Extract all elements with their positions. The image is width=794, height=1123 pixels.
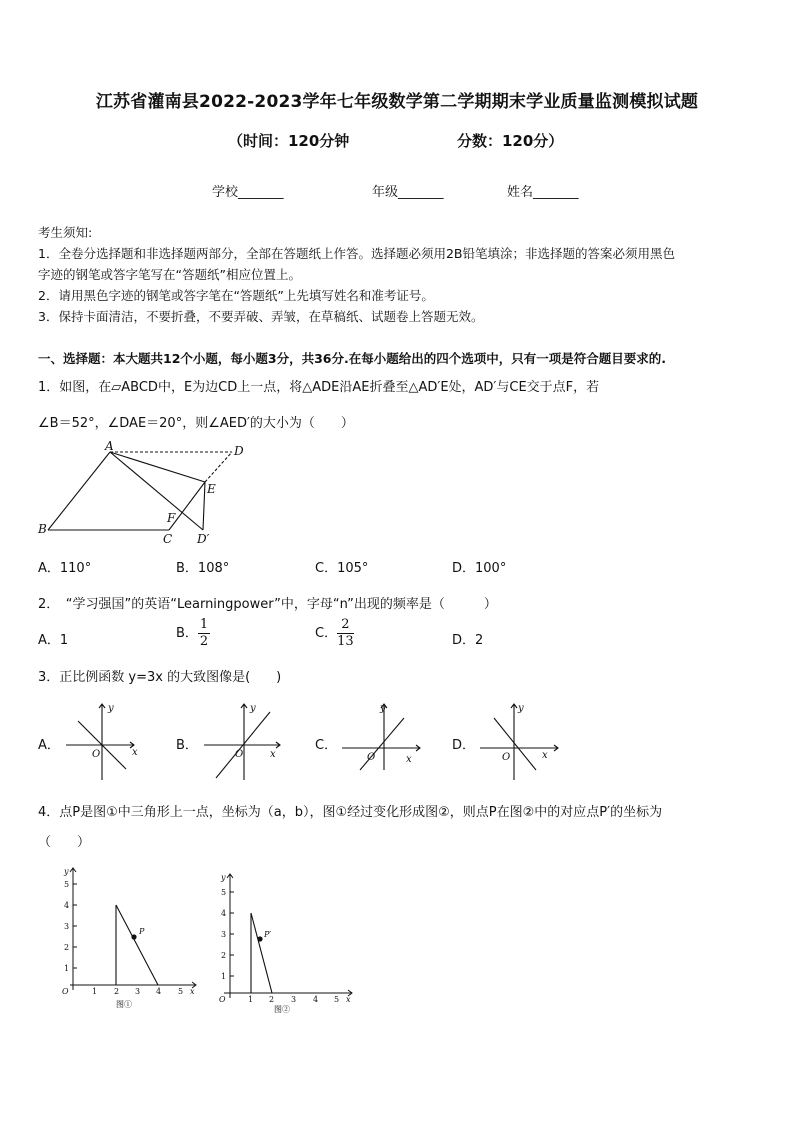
exam-time: （时间：120分钟 [228, 132, 350, 150]
edge-ab [48, 452, 110, 530]
line-graph [494, 718, 536, 770]
y-tick-label: 4 [221, 909, 227, 918]
label-c: C [163, 532, 173, 546]
fraction-numerator: 2 [337, 617, 354, 634]
label-e: E [207, 482, 216, 496]
q3-option-d[interactable]: D． [452, 738, 476, 753]
q1-figure [30, 440, 260, 550]
x-tick-label: 4 [156, 987, 162, 996]
q3-graph-a[interactable] [64, 700, 144, 782]
q1-option-c[interactable]: C．105° [315, 561, 369, 576]
origin-label: O [219, 995, 226, 1004]
axis-y-label: y [518, 703, 524, 714]
q2-option-a[interactable]: A．1 [38, 633, 69, 648]
y-tick-label: 5 [64, 880, 70, 889]
y-tick-label: 4 [64, 901, 70, 910]
school-field: 学校_______ [212, 185, 284, 200]
fraction-denominator: 13 [337, 634, 354, 649]
label-b: B [38, 522, 47, 536]
q2-option-c-prefix: C． [315, 626, 338, 641]
x-tick-label: 2 [269, 995, 275, 1004]
q2-option-b-prefix: B． [176, 626, 198, 641]
note-line: 3．保持卡面清洁，不要折叠，不要弄破、弄皱，在草稿纸、试题卷上答题无效。 [38, 309, 484, 324]
q2-option-b[interactable] [176, 617, 210, 650]
y-tick-label: 3 [221, 930, 227, 939]
x-tick-label: 4 [313, 995, 319, 1004]
q3-graph-d[interactable] [478, 700, 563, 782]
q2-option-d[interactable]: D．2 [452, 633, 484, 648]
x-tick-label: 5 [334, 995, 340, 1004]
x-tick-label: 3 [291, 995, 297, 1004]
point-p-prime-label: P′ [264, 930, 272, 939]
edge-ed-prime [203, 482, 205, 530]
page-title: 江苏省灌南县2022-2023学年七年级数学第二学期期末学业质量监测模拟试题 [95, 92, 699, 112]
y-tick-label: 3 [64, 922, 70, 931]
axis-y-label: y [64, 867, 69, 876]
point-p-label: P [139, 927, 145, 936]
origin-label: O [92, 749, 101, 760]
q3-graph-c[interactable] [340, 700, 425, 772]
x-tick-label: 5 [178, 987, 184, 996]
q1-text-line2: ∠B＝52°，∠DAE＝20°，则∠AED′的大小为（ ） [38, 416, 354, 431]
fraction [337, 617, 354, 650]
triangle-side [251, 913, 272, 993]
origin-label: O [62, 987, 69, 996]
edge-ed [205, 452, 232, 482]
q2-option-c[interactable] [315, 617, 354, 650]
q4-figure-2 [212, 870, 362, 1018]
y-tick-label: 1 [64, 964, 70, 973]
y-tick-label: 2 [221, 951, 227, 960]
origin-label: O [367, 752, 376, 763]
section-heading: 一、选择题：本大题共12个小题，每小题3分，共36分.在每小题给出的四个选项中，只有一项是符合题目要求的. [38, 351, 666, 366]
x-tick-label: 3 [135, 987, 141, 996]
q1-text-line1: 1．如图，在▱ABCD中，E为边CD上一点，将△ADE沿AE折叠至△AD′E处，AD′与CE交于点F，若 [38, 380, 600, 395]
note-line: 字迹的钢笔或答字笔写在“答题纸”相应位置上。 [38, 267, 301, 282]
y-tick-label: 2 [64, 943, 70, 952]
label-d-prime: D′ [197, 532, 210, 546]
fraction-denominator: 2 [199, 634, 209, 649]
note-line: 1．全卷分选择题和非选择题两部分，全部在答题纸上作答。选择题必须用2B铅笔填涂；非选择题的答案必须用黑色 [38, 246, 675, 261]
axis-x-label: x [406, 754, 412, 765]
q3-graph-b[interactable] [202, 700, 287, 782]
edge-ad-prime [110, 452, 203, 530]
exam-score: 分数：120分） [457, 132, 564, 150]
grade-field: 年级_______ [372, 185, 444, 200]
label-a: A [105, 440, 114, 453]
q3-option-b[interactable]: B． [176, 738, 198, 753]
q3-text: 3．正比例函数 y=3x 的大致图像是( ) [38, 670, 282, 685]
point-p-prime [257, 936, 262, 941]
y-tick-label: 1 [221, 972, 227, 981]
fraction-numerator: 1 [199, 617, 209, 632]
name-field: 姓名_______ [507, 185, 579, 200]
axis-y-label: y [221, 873, 226, 882]
axis-y-label: y [108, 703, 114, 714]
q1-option-a[interactable]: A．110° [38, 561, 92, 576]
axis-x-label: x [132, 747, 138, 758]
axis-x-label: x [346, 995, 351, 1004]
x-tick-label: 1 [92, 987, 98, 996]
notes-heading: 考生须知: [38, 225, 93, 240]
point-p [131, 934, 136, 939]
axis-y-label: y [250, 703, 256, 714]
q4-text-line1: 4．点P是图①中三角形上一点，坐标为（a，b），图①经过变化形成图②，则点P在图②中的对应点P′的坐标为 [38, 805, 663, 820]
q4-figure-1 [56, 862, 206, 1012]
q2-text: 2． “学习强国”的英语“Learningpower”中，字母“n”出现的频率是（ ） [38, 597, 497, 612]
y-tick-label: 5 [221, 888, 227, 897]
q1-option-b[interactable]: B．108° [176, 561, 230, 576]
x-tick-label: 1 [248, 995, 254, 1004]
origin-label: O [235, 749, 244, 760]
x-tick-label: 2 [114, 987, 120, 996]
q4-text-line2: （ ） [38, 835, 91, 850]
q1-option-d[interactable]: D．100° [452, 561, 507, 576]
axis-x-label: x [542, 750, 548, 761]
axis-x-label: x [190, 987, 195, 996]
origin-label: O [502, 752, 511, 763]
fraction [198, 617, 210, 650]
figure-caption: 图② [274, 1005, 290, 1014]
q3-option-c[interactable]: C． [315, 738, 338, 753]
label-f: F [167, 511, 176, 525]
q3-option-a[interactable]: A． [38, 738, 60, 753]
axis-x-label: x [270, 749, 276, 760]
label-d: D [234, 444, 244, 458]
exam-notes [38, 222, 758, 327]
triangle-side [116, 905, 158, 985]
note-line: 2．请用黑色字迹的钢笔或答字笔在“答题纸”上先填写姓名和准考证号。 [38, 288, 434, 303]
edge-ae [110, 452, 205, 482]
figure-caption: 图① [116, 1000, 132, 1009]
axis-y-label: y [380, 703, 386, 714]
